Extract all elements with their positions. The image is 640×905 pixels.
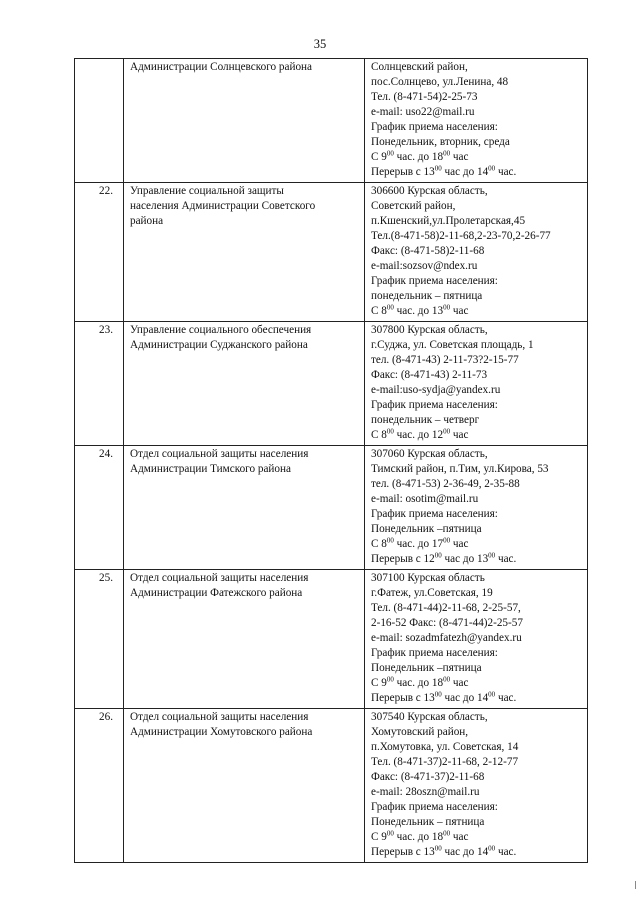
contact-line: e-mail: 28oszn@mail.ru [371,786,480,798]
contact-line: Тел. (8-471-54)2-25-73 [371,91,478,103]
hours-minutes: 00 [443,536,451,545]
contact-line: Тел. (8-471-37)2-11-68, 2-12-77 [371,756,519,768]
hours-text: час. [495,166,517,178]
hours-minutes: 00 [386,427,394,436]
office-name-line: Администрации Тимского района [130,463,291,475]
contact-line: Хомутовский район, [371,726,469,738]
office-name-cell [124,183,365,322]
hours-text: Перерыв с 13 [371,846,435,858]
hours-minutes: 00 [434,844,442,853]
offices-table [74,58,588,863]
row-number: 25. [75,570,124,709]
contact-line: График приема населения: [371,121,498,133]
contact-line: Факс: (8-471-58)2-11-68 [371,245,485,257]
hours-minutes: 00 [443,829,451,838]
table-row [75,570,588,709]
hours-text: С 8 [371,538,387,550]
contact-line: 306600 Курская область, [371,185,488,197]
contact-line: Понедельник –пятница [371,662,482,674]
hours-text: час [450,538,469,550]
office-name-line: населения Администрации Советского [130,200,316,212]
contact-line: e-mail: uso22@mail.ru [371,106,475,118]
contact-line: Тимский район, п.Тим, ул.Кирова, 53 [371,463,549,475]
contact-line: Факс: (8-471-43) 2-11-73 [371,369,488,381]
contact-line: Понедельник – пятница [371,816,485,828]
table-row [75,446,588,570]
hours-minutes: 00 [443,427,451,436]
contact-line: тел. (8-471-53) 2-36-49, 2-35-88 [371,478,520,490]
hours-text: час до 14 [441,692,489,704]
office-contact-cell [365,709,588,863]
contact-line: График приема населения: [371,647,498,659]
hours-text: час до 14 [441,166,489,178]
hours-line [371,304,585,319]
hours-minutes: 00 [386,303,394,312]
office-contact-cell [365,322,588,446]
contact-line: 307100 Курская область [371,572,485,584]
contact-line: 2-16-52 Факс: (8-471-44)2-25-57 [371,617,523,629]
hours-line [371,537,585,552]
hours-line [371,150,585,165]
office-name-line: Управление социальной защиты [130,185,284,197]
row-number: 24. [75,446,124,570]
contact-line: График приема населения: [371,508,498,520]
hours-minutes: 00 [488,690,496,699]
office-contact-cell [365,183,588,322]
contact-line: понедельник – пятница [371,290,483,302]
office-name-line: Администрации Фатежского района [130,587,303,599]
office-name-cell [124,446,365,570]
office-contact-cell [365,446,588,570]
contact-line: e-mail:uso-sydja@yandex.ru [371,384,501,396]
hours-line [371,552,585,567]
contact-line: e-mail: sozadmfatezh@yandex.ru [371,632,522,644]
page-number: 35 [313,37,327,51]
hours-text: час [450,305,469,317]
hours-text: Перерыв с 13 [371,166,435,178]
hours-minutes: 00 [443,675,451,684]
contact-line: 307800 Курская область, [371,324,488,336]
hours-text: С 8 [371,429,387,441]
hours-text: час [450,429,469,441]
hours-minutes: 00 [386,829,394,838]
office-contact-cell [365,570,588,709]
contact-line: 307060 Курская область, [371,448,488,460]
hours-minutes: 00 [443,149,451,158]
contact-line: г.Суджа, ул. Советская площадь, 1 [371,339,534,351]
hours-text: час. до 12 [393,429,444,441]
contact-line: График приема населения: [371,399,498,411]
hours-line [371,165,585,180]
hours-line [371,428,585,443]
hours-minutes: 00 [386,149,394,158]
hours-minutes: 00 [434,551,442,560]
office-name-cell [124,322,365,446]
hours-minutes: 00 [488,164,496,173]
hours-text: час. [495,553,517,565]
row-number: 23. [75,322,124,446]
hours-text: час. [495,846,517,858]
contact-line: Понедельник, вторник, среда [371,136,510,148]
office-name-line: Администрации Солнцевского района [130,61,312,73]
contact-line: 307540 Курская область, [371,711,488,723]
table-row [75,709,588,863]
office-name-line: Управление социального обеспечения [130,324,312,336]
hours-text: С 9 [371,831,387,843]
contact-line: понедельник – четверг [371,414,480,426]
office-name-line: Отдел социальной защиты населения [130,448,309,460]
office-name-line: Отдел социальной защиты населения [130,711,309,723]
hours-text: час [450,831,469,843]
office-name-cell [124,570,365,709]
contact-line: Тел. (8-471-44)2-11-68, 2-25-57, [371,602,521,614]
hours-text: час. [495,692,517,704]
hours-text: час. до 18 [393,151,444,163]
hours-text: час до 14 [441,846,489,858]
table-row [75,183,588,322]
contact-line: e-mail: osotim@mail.ru [371,493,479,505]
hours-text: час. до 18 [393,831,444,843]
hours-minutes: 00 [443,303,451,312]
hours-line [371,691,585,706]
table-row [75,59,588,183]
offices-table-body [75,59,588,863]
hours-minutes: 00 [434,164,442,173]
contact-line: Советский район, [371,200,456,212]
hours-line [371,845,585,860]
hours-minutes: 00 [434,690,442,699]
contact-line: г.Фатеж, ул.Советская, 19 [371,587,493,599]
hours-minutes: 00 [386,536,394,545]
contact-line: п.Хомутовка, ул. Советская, 14 [371,741,519,753]
hours-text: час. до 13 [393,305,444,317]
hours-text: С 9 [371,151,387,163]
office-name-cell [124,59,365,183]
contact-line: График приема населения: [371,275,498,287]
hours-line [371,830,585,845]
contact-line: График приема населения: [371,801,498,813]
contact-line: Факс: (8-471-37)2-11-68 [371,771,485,783]
row-number [75,59,124,183]
contact-line: п.Кшенский,ул.Пролетарская,45 [371,215,526,227]
hours-text: С 9 [371,677,387,689]
hours-text: Перерыв с 13 [371,692,435,704]
office-name-line: Отдел социальной защиты населения [130,572,309,584]
hours-text: Перерыв с 12 [371,553,435,565]
hours-minutes: 00 [488,844,496,853]
row-number: 26. [75,709,124,863]
office-name-line: Администрации Суджанского района [130,339,308,351]
contact-line: Солнцевский район, [371,61,468,73]
hours-text: час до 13 [441,553,489,565]
table-row [75,322,588,446]
hours-line [371,676,585,691]
hours-text: С 8 [371,305,387,317]
office-name-cell [124,709,365,863]
row-number: 22. [75,183,124,322]
contact-line: Тел.(8-471-58)2-11-68,2-23-70,2-26-77 [371,230,551,242]
hours-text: час [450,151,469,163]
contact-line: Понедельник –пятница [371,523,482,535]
contact-line: тел. (8-471-43) 2-11-73?2-15-77 [371,354,519,366]
contact-line: e-mail:sozsov@ndex.ru [371,260,478,272]
hours-text: час. до 18 [393,677,444,689]
contact-line: пос.Солнцево, ул.Ленина, 48 [371,76,509,88]
hours-minutes: 00 [488,551,496,560]
page-edge-mark [635,881,640,889]
office-name-line: района [130,215,164,227]
hours-text: час. до 17 [393,538,444,550]
hours-minutes: 00 [386,675,394,684]
hours-text: час [450,677,469,689]
office-name-line: Администрации Хомутовского района [130,726,313,738]
office-contact-cell [365,59,588,183]
